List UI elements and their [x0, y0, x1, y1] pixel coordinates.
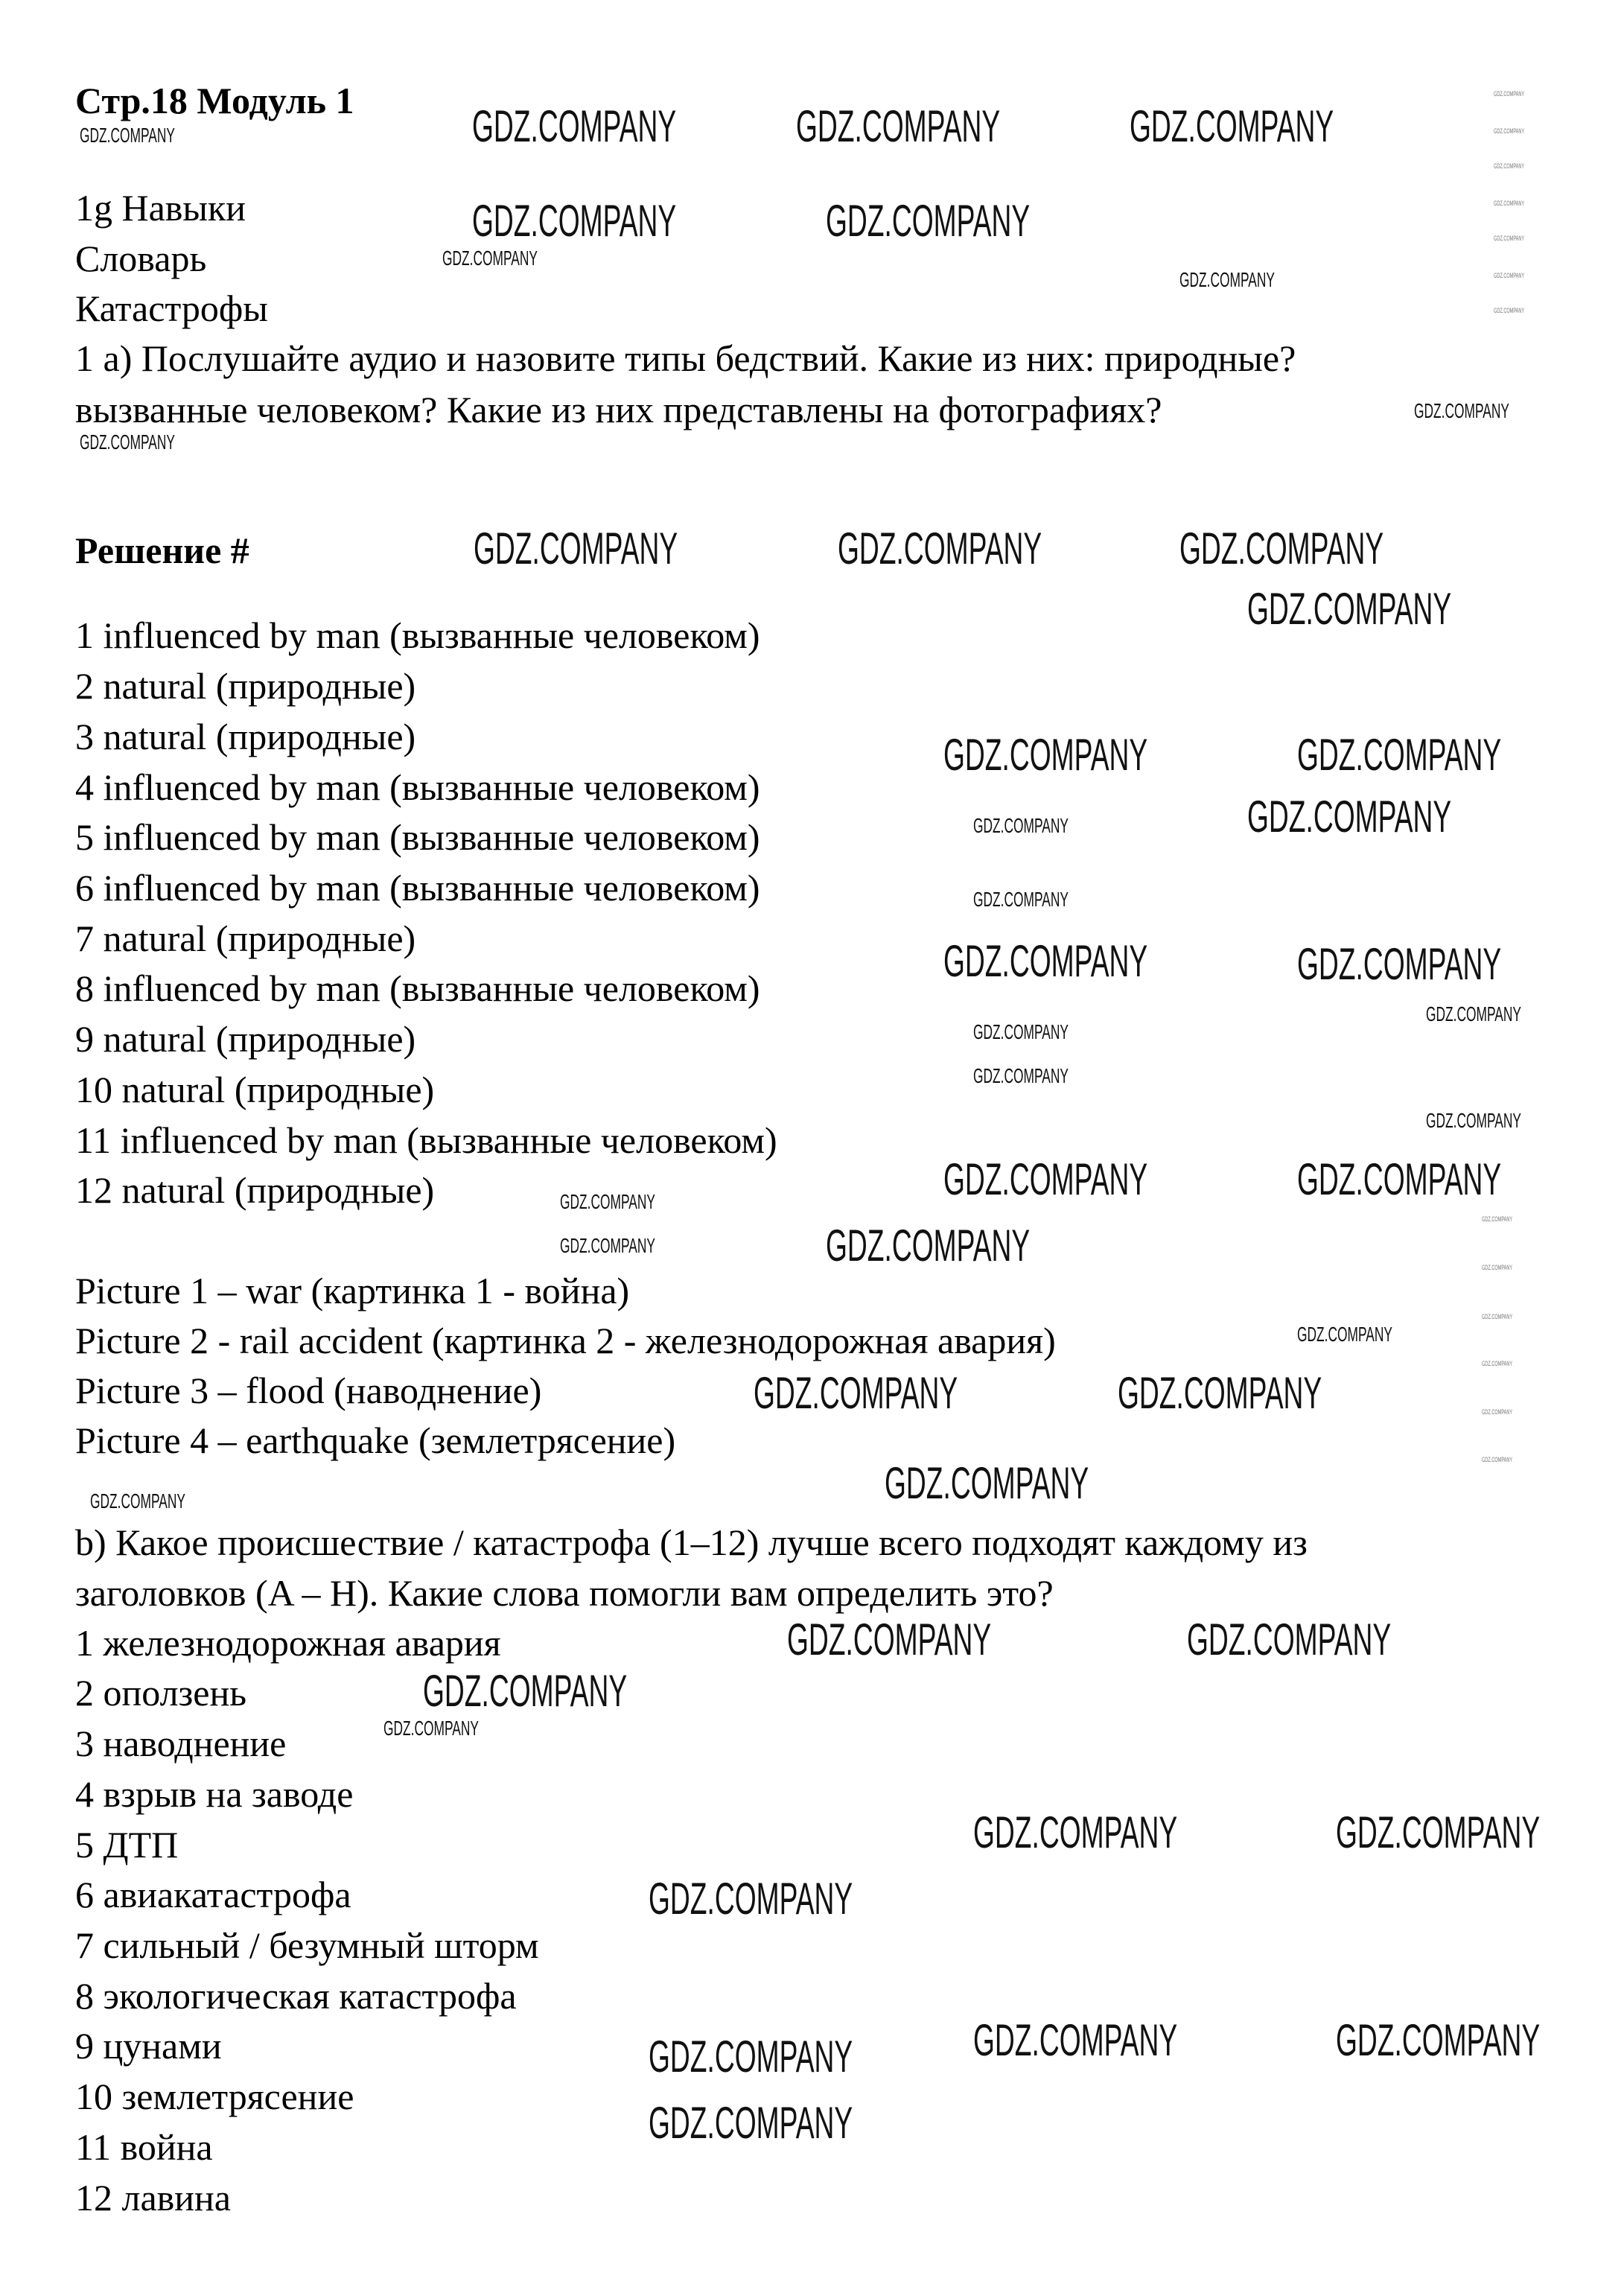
answer-item: 12 natural (природные)	[75, 1169, 435, 1211]
answer-item: 5 influenced by man (вызванные человеком)	[75, 816, 760, 858]
watermark: GDZ.COMPANY	[1494, 162, 1525, 170]
watermark: GDZ.COMPANY	[973, 1064, 1069, 1087]
watermark: GDZ.COMPANY	[1482, 1264, 1513, 1271]
watermark: GDZ.COMPANY	[973, 1020, 1069, 1043]
watermark: GDZ.COMPANY	[1482, 1313, 1513, 1320]
picture-answer-item: Picture 2 - rail accident (картинка 2 - железнодорожная авария)	[75, 1320, 1056, 1361]
picture-answer-item: Picture 3 – flood (наводнение)	[75, 1370, 542, 1411]
watermark: GDZ.COMPANY	[1494, 127, 1525, 135]
answer-item: 1 influenced by man (вызванные человеком)	[75, 614, 760, 656]
watermark: GDZ.COMPANY	[1336, 1807, 1541, 1857]
watermark: GDZ.COMPANY	[560, 1234, 655, 1257]
answer-item: 3 natural (природные)	[75, 716, 416, 757]
watermark: GDZ.COMPANY	[1130, 101, 1334, 151]
answer-item: 12 лавина	[75, 2177, 231, 2219]
watermark: GDZ.COMPANY	[383, 1717, 479, 1740]
watermark: GDZ.COMPANY	[1414, 399, 1509, 422]
answer-item: 6 influenced by man (вызванные человеком)	[75, 867, 760, 909]
task-b-text: заголовков (A – H). Какие слова помогли вам определить это?	[75, 1572, 1054, 1614]
answer-item: 10 natural (природные)	[75, 1069, 435, 1110]
answer-item: 6 авиакатастрофа	[75, 1874, 351, 1915]
watermark: GDZ.COMPANY	[1494, 235, 1525, 242]
picture-answer-item: Picture 1 – war (картинка 1 - война)	[75, 1270, 630, 1311]
answer-item: 4 взрыв на заводе	[75, 1773, 354, 1815]
answer-item: 7 сильный / безумный шторм	[75, 1924, 539, 1966]
page-title: Стр.18 Модуль 1	[75, 80, 354, 121]
answer-item: 3 наводнение	[75, 1723, 287, 1764]
watermark: GDZ.COMPANY	[1187, 1615, 1392, 1664]
watermark: GDZ.COMPANY	[474, 524, 678, 573]
watermark: GDZ.COMPANY	[1482, 1360, 1513, 1367]
watermark: GDZ.COMPANY	[80, 124, 175, 147]
watermark: GDZ.COMPANY	[1297, 939, 1502, 989]
watermark: GDZ.COMPANY	[472, 101, 677, 151]
watermark: GDZ.COMPANY	[1482, 1456, 1513, 1463]
watermark: GDZ.COMPANY	[787, 1615, 992, 1664]
watermark: GDZ.COMPANY	[826, 196, 1031, 246]
watermark: GDZ.COMPANY	[1179, 268, 1275, 291]
watermark: GDZ.COMPANY	[423, 1666, 628, 1716]
watermark: GDZ.COMPANY	[80, 430, 175, 454]
answer-item: 8 экологическая катастрофа	[75, 1975, 517, 2017]
watermark: GDZ.COMPANY	[1494, 200, 1525, 207]
answer-item: 11 война	[75, 2126, 213, 2168]
watermark: GDZ.COMPANY	[943, 1154, 1148, 1204]
watermark: GDZ.COMPANY	[1482, 1215, 1513, 1223]
answer-item: 7 natural (природные)	[75, 917, 416, 959]
solution-label: Решение #	[75, 529, 249, 571]
watermark: GDZ.COMPANY	[754, 1368, 958, 1418]
watermark: GDZ.COMPANY	[1426, 1109, 1521, 1132]
answer-item: 2 оползень	[75, 1672, 247, 1714]
watermark: GDZ.COMPANY	[1297, 1154, 1502, 1204]
watermark: GDZ.COMPANY	[943, 936, 1148, 986]
watermark: GDZ.COMPANY	[973, 888, 1069, 911]
watermark: GDZ.COMPANY	[838, 524, 1042, 573]
watermark: GDZ.COMPANY	[1336, 2015, 1541, 2065]
subsection-heading: Словарь	[75, 238, 207, 279]
answer-item: 11 influenced by man (вызванные человеком)	[75, 1119, 777, 1161]
answer-item: 9 цунами	[75, 2025, 222, 2067]
section-heading: 1g Навыки	[75, 187, 246, 229]
task-b-text: b) Какое происшествие / катастрофа (1–12) лучше всего подходят каждому из	[75, 1521, 1308, 1563]
watermark: GDZ.COMPANY	[826, 1221, 1031, 1270]
watermark: GDZ.COMPANY	[943, 730, 1148, 780]
watermark: GDZ.COMPANY	[1247, 792, 1452, 842]
answer-item: 5 ДТП	[75, 1824, 179, 1866]
watermark: GDZ.COMPANY	[1247, 584, 1452, 634]
watermark: GDZ.COMPANY	[1494, 90, 1525, 98]
watermark: GDZ.COMPANY	[649, 2098, 853, 2148]
watermark: GDZ.COMPANY	[1297, 1323, 1392, 1346]
watermark: GDZ.COMPANY	[1179, 524, 1384, 573]
watermark: GDZ.COMPANY	[560, 1190, 655, 1213]
watermark: GDZ.COMPANY	[1494, 272, 1525, 279]
task-a-text: вызванные человеком? Какие из них представлены на фотографиях?	[75, 389, 1162, 430]
answer-item: 9 natural (природные)	[75, 1018, 416, 1060]
watermark: GDZ.COMPANY	[90, 1489, 185, 1513]
task-a-text: 1 а) Послушайте аудио и назовите типы бедствий. Какие из них: природные?	[75, 337, 1296, 379]
picture-answer-item: Picture 4 – earthquake (землетрясение)	[75, 1419, 676, 1461]
watermark: GDZ.COMPANY	[1426, 1002, 1521, 1025]
topic-heading: Катастрофы	[75, 287, 268, 329]
watermark: GDZ.COMPANY	[973, 2015, 1178, 2065]
watermark: GDZ.COMPANY	[1297, 730, 1502, 780]
watermark: GDZ.COMPANY	[649, 2032, 853, 2081]
watermark: GDZ.COMPANY	[973, 814, 1069, 837]
answer-item: 1 железнодорожная авария	[75, 1622, 501, 1664]
watermark: GDZ.COMPANY	[796, 101, 1001, 151]
watermark: GDZ.COMPANY	[1118, 1368, 1322, 1418]
watermark: GDZ.COMPANY	[885, 1458, 1089, 1508]
watermark: GDZ.COMPANY	[442, 247, 538, 270]
watermark: GDZ.COMPANY	[649, 1874, 853, 1924]
watermark: GDZ.COMPANY	[472, 196, 677, 246]
watermark: GDZ.COMPANY	[1494, 307, 1525, 314]
answer-item: 2 natural (природные)	[75, 665, 416, 707]
answer-item: 8 influenced by man (вызванные человеком)	[75, 967, 760, 1009]
watermark: GDZ.COMPANY	[1482, 1408, 1513, 1416]
answer-item: 10 землетрясение	[75, 2076, 354, 2117]
answer-item: 4 influenced by man (вызванные человеком)	[75, 766, 760, 808]
watermark: GDZ.COMPANY	[973, 1807, 1178, 1857]
